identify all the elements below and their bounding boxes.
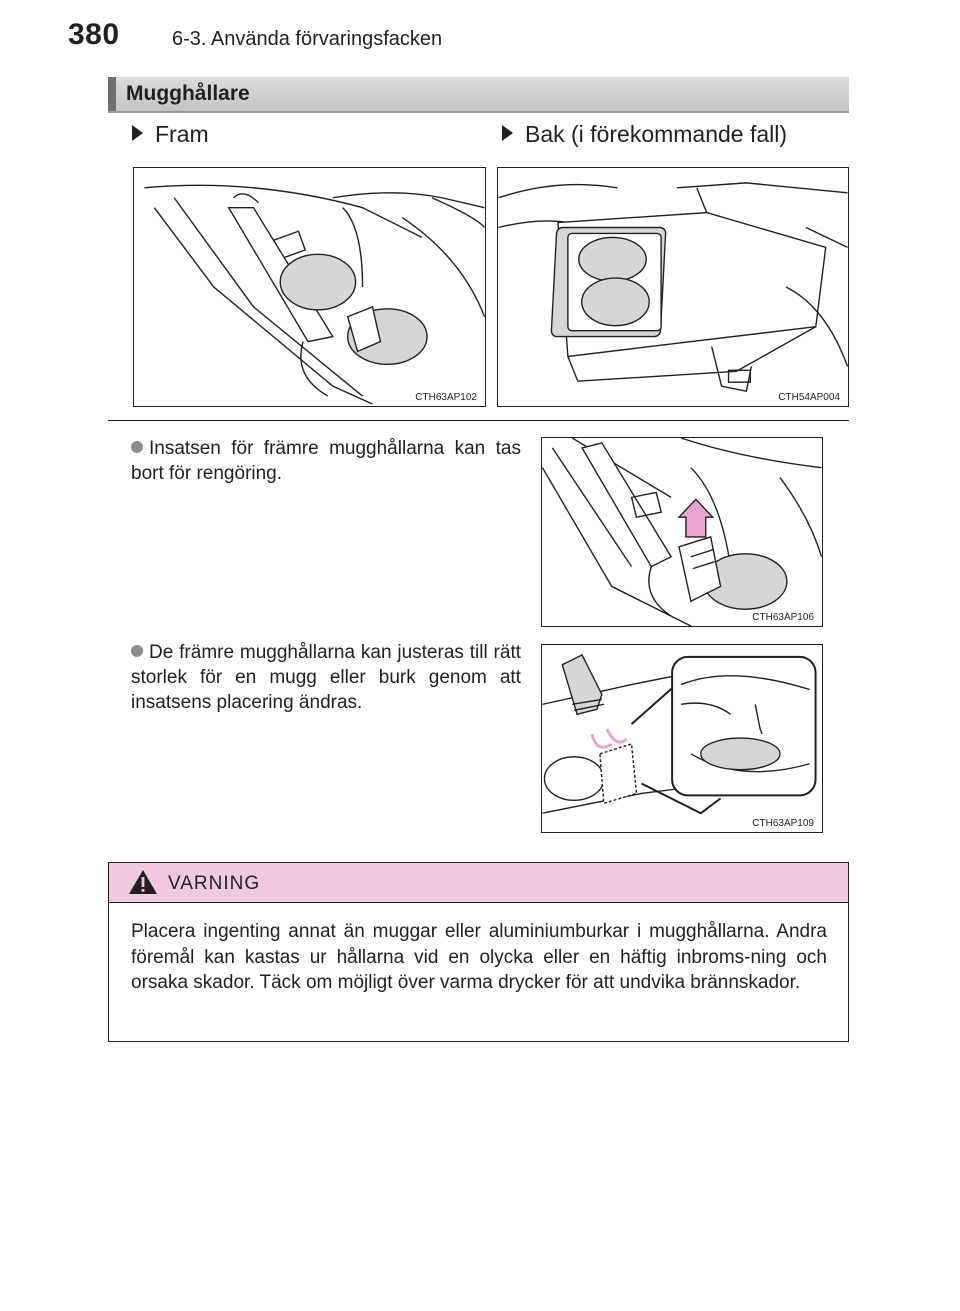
figure-insert-adjust [541, 644, 823, 833]
front-cupholder-illustration [134, 168, 485, 406]
figure-code: CTH63AP109 [752, 818, 814, 829]
subhead-rear [502, 121, 787, 148]
warning-triangle-icon [128, 869, 158, 895]
circle-bullet-icon [131, 441, 143, 453]
figure-insert-removal [541, 437, 823, 627]
circle-bullet-icon [131, 645, 143, 657]
bullet-item-removal [131, 436, 521, 486]
figure-rear-cupholder [497, 167, 849, 407]
triangle-bullet-icon [132, 125, 143, 141]
warning-label: VARNING [168, 873, 261, 894]
section-title: Mugghållare [126, 82, 250, 105]
insert-adjust-illustration [542, 645, 822, 832]
subhead-front [132, 121, 209, 148]
page-number: 380 [68, 18, 120, 51]
insert-removal-illustration [542, 438, 822, 626]
subhead-rear-label: Bak (i förekommande fall) [525, 121, 788, 147]
section-header [108, 77, 849, 113]
warning-box [108, 862, 849, 1042]
section-accent [108, 77, 116, 111]
bullet-text: De främre mugghållarna kan justeras till rätt storlek för en mugg eller burk genom att insatsens placering ändras. [131, 642, 521, 713]
section-divider [108, 420, 849, 421]
subhead-front-label: Fram [155, 121, 209, 147]
rear-cupholder-illustration [498, 168, 848, 406]
figure-code: CTH54AP004 [778, 392, 840, 403]
figure-code: CTH63AP106 [752, 612, 814, 623]
figure-code: CTH63AP102 [415, 392, 477, 403]
bullet-text: Insatsen för främre mugghållarna kan tas bort för rengöring. [131, 438, 521, 484]
figure-front-cupholder [133, 167, 486, 407]
warning-text: Placera ingenting annat än muggar eller aluminiumburkar i mugghållarna. Andra föremål kan kastas ur hållarna vid en olycka eller en häftig inbroms-ning och orsaka skador. Täck om möjligt över varma drycker för att undvika brännskador. [131, 921, 827, 993]
bullet-item-adjust [131, 640, 521, 715]
chapter-title: 6-3. Använda förvaringsfacken [172, 28, 443, 50]
triangle-bullet-icon [502, 125, 513, 141]
warning-header [109, 863, 848, 903]
